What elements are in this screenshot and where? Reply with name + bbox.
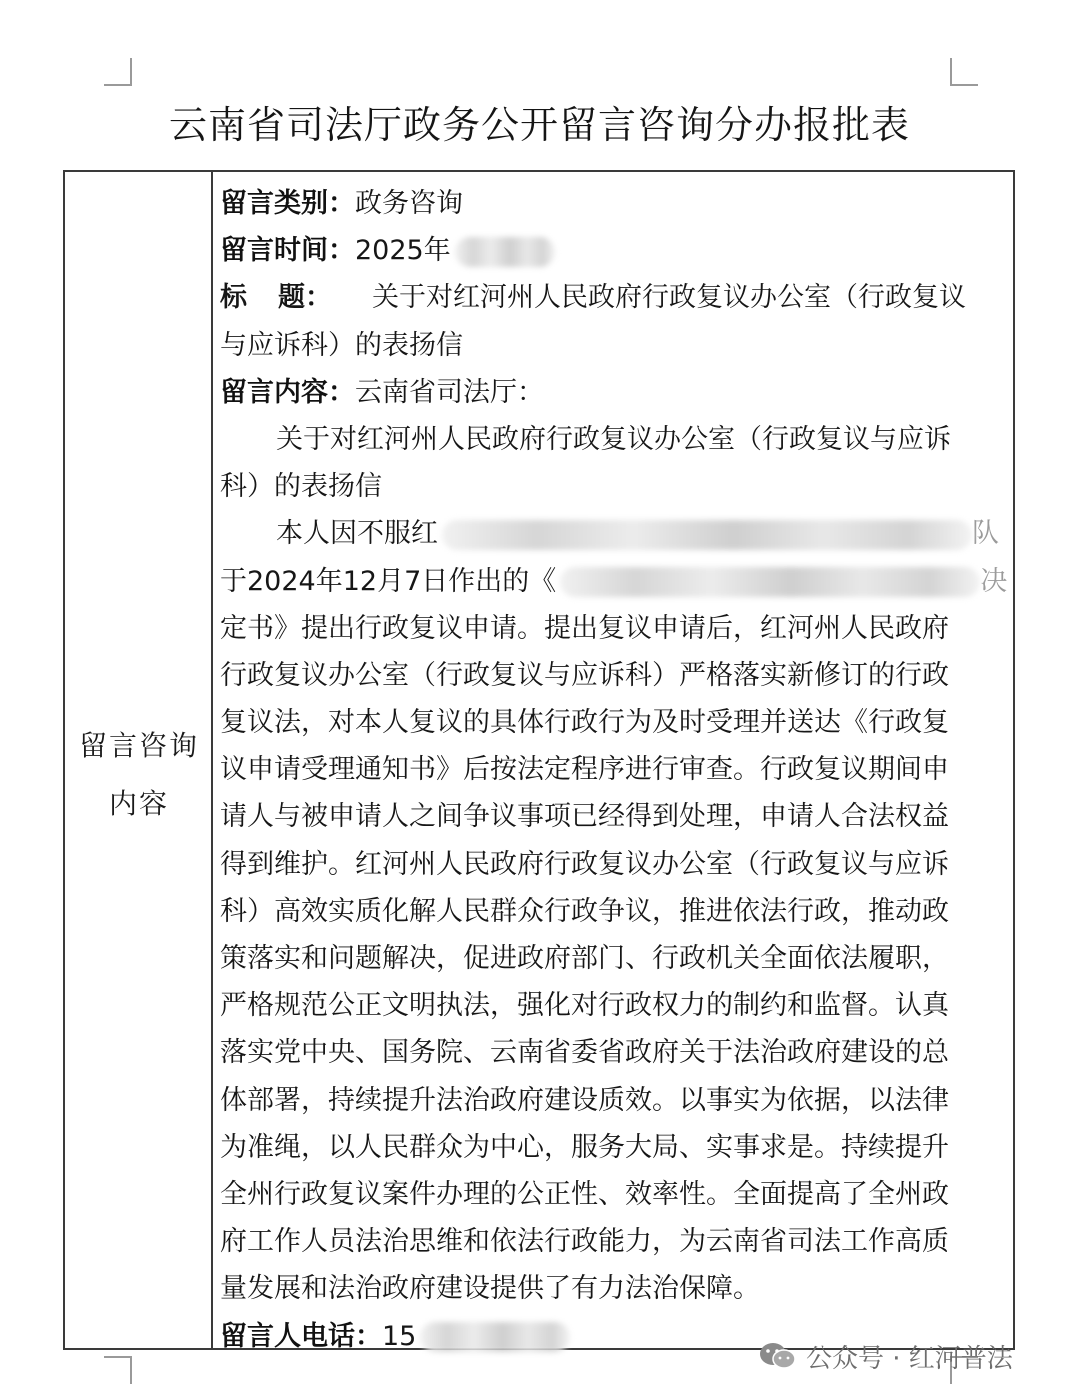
body-text: 决 (980, 565, 1008, 597)
subject-value-2: 与应诉科）的表扬信 (220, 329, 463, 361)
content-label: 留言内容： (220, 376, 355, 408)
body-line: 全州行政复议案件办理的公正性、效率性。全面提高了全州政 (220, 1178, 949, 1210)
body-line: 得到维护。红河州人民政府行政复议办公室（行政复议与应诉 (220, 848, 949, 880)
body-line-redacted (220, 510, 1010, 557)
redacted-blur (420, 1322, 570, 1352)
content-cell (220, 180, 1010, 1360)
body-line: 定书》提出行政复议申请。提出复议申请后，红河州人民政府 (220, 612, 949, 644)
body-text: 于2024年12月7日作出的《 (220, 565, 557, 597)
left-label (65, 717, 213, 833)
subject-row (220, 274, 1010, 321)
left-label-line-2: 内容 (108, 787, 169, 820)
subject-value-1: 关于对红河州人民政府行政复议办公室（行政复议 (372, 282, 966, 314)
redacted-blur (442, 520, 972, 550)
crop-mark-bottom-left (104, 1356, 132, 1384)
body-line: 复议法，对本人复议的具体行政行为及时受理并送达《行政复 (220, 707, 949, 739)
body-line: 为准绳，以人民群众为中心，服务大局、实事求是。持续提升 (220, 1131, 949, 1163)
body-line: 行政复议办公室（行政复议与应诉科）严格落实新修订的行政 (220, 659, 949, 691)
phone-label: 留言人电话： (220, 1320, 382, 1352)
body-line: 体部署，持续提升法治政府建设质效。以事实为依据，以法律 (220, 1084, 949, 1116)
subject-row-2 (220, 322, 1010, 369)
body-text: 本人因不服红 (276, 518, 438, 550)
left-label-cell (65, 172, 213, 1348)
body-text: 队 (972, 518, 999, 550)
subject-label (220, 274, 332, 321)
category-value: 政务咨询 (355, 188, 463, 219)
time-row (220, 227, 1010, 274)
content-row (220, 369, 1010, 416)
watermark (758, 1336, 1013, 1376)
body-line: 量发展和法治政府建设提供了有力法治保障。 (220, 1273, 760, 1305)
wechat-icon (758, 1341, 798, 1371)
subject-label-char-2: 题： (278, 282, 332, 314)
left-label-line-1: 留言咨询 (78, 729, 199, 762)
body-line: 落实党中央、国务院、云南省委省政府关于法治政府建设的总 (220, 1037, 949, 1069)
crop-mark-top-left (104, 58, 132, 86)
form-table (63, 170, 1015, 1350)
subject-label-char-1: 标 (220, 282, 247, 314)
body-line: 严格规范公正文明执法，强化对行政权力的制约和监督。认真 (220, 990, 949, 1022)
body-line: 府工作人员法治思维和依法行政能力，为云南省司法工作高质 (220, 1226, 949, 1258)
body-line: 策落实和问题解决，促进政府部门、行政机关全面依法履职， (220, 943, 949, 974)
category-label: 留言类别： (220, 188, 355, 219)
document-title: 云南省司法厅政务公开留言咨询分办报批表 (168, 103, 910, 147)
time-label: 留言时间： (220, 235, 355, 267)
redacted-blur (455, 237, 555, 267)
body-line: 科）的表扬信 (220, 471, 382, 503)
body-line-redacted (220, 558, 1010, 605)
content-value: 云南省司法厅： (355, 376, 544, 408)
category-row (220, 180, 1010, 227)
crop-mark-top-right (950, 58, 978, 86)
phone-value: 15 (382, 1320, 417, 1352)
body-line: 关于对红河州人民政府行政复议办公室（行政复议与应诉 (276, 423, 951, 455)
body-line: 议申请受理通知书》后按法定程序进行审查。行政复议期间申 (220, 754, 949, 786)
body-line: 请人与被申请人之间争议事项已经得到处理，申请人合法权益 (220, 801, 949, 833)
body-line: 科）高效实质化解人民群众行政争议，推进依法行政，推动政 (220, 895, 949, 927)
time-value: 2025年 (355, 235, 451, 267)
redacted-blur (560, 567, 980, 597)
watermark-text: 公众号 · 红河普法 (806, 1343, 1013, 1374)
